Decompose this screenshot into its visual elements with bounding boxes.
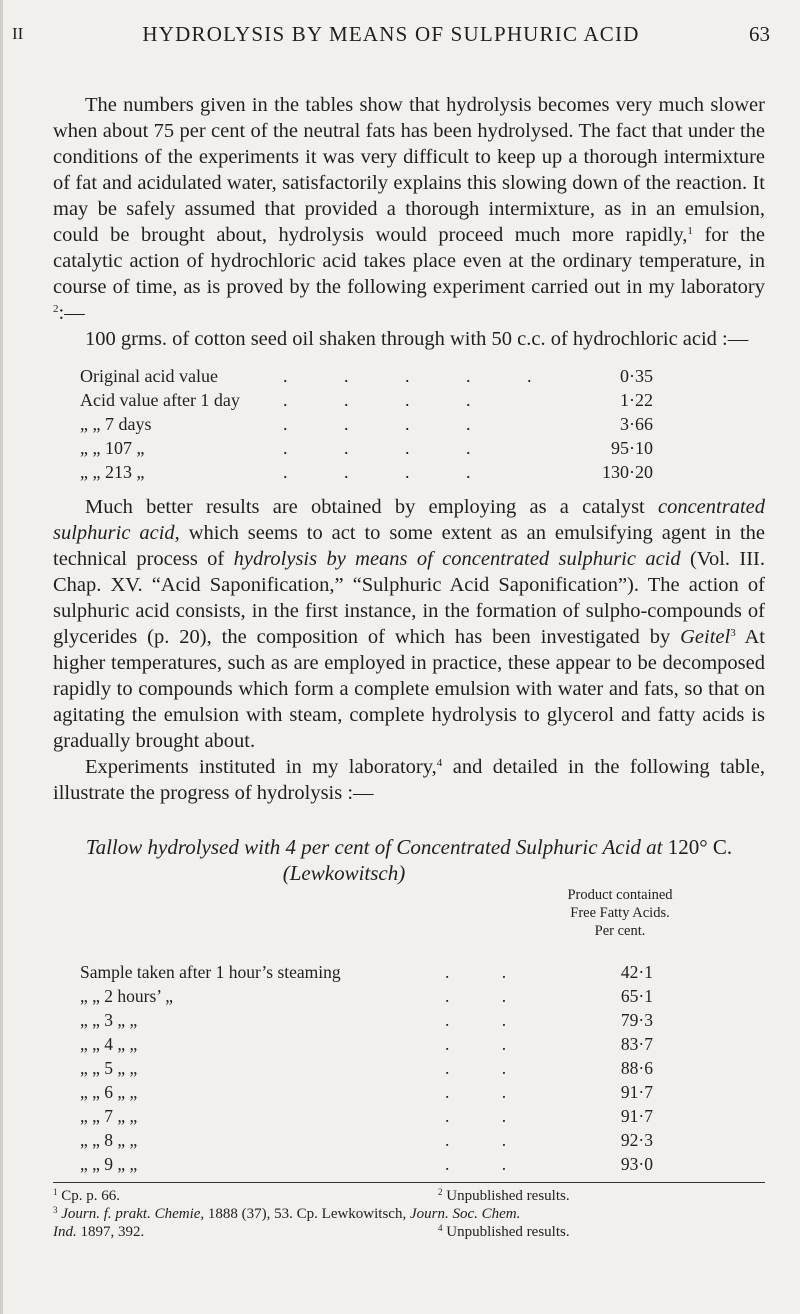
leader-dots: . .: [445, 1154, 531, 1174]
tallow-table-row: [53, 1008, 765, 1032]
acid-table-row: [53, 436, 765, 460]
para3-italic-term: concentrated sulphuric acid: [53, 496, 765, 544]
acid-row-value: 130·20: [602, 462, 653, 482]
tallow-row-value: 88·6: [620, 1058, 653, 1078]
footnote-3-journal: Journ. f. prakt. Chemie: [61, 1206, 201, 1222]
page-number: 63: [749, 22, 770, 46]
footnote-4: [438, 1223, 570, 1241]
footnote-3-journal-2: Journ. Soc. Chem.: [409, 1206, 521, 1222]
acid-row-label: „ „ 7 days: [80, 414, 152, 434]
tallow-row-value: 93·0: [620, 1154, 653, 1174]
acid-table-row: [53, 388, 765, 412]
column-header: [520, 886, 720, 940]
tallow-table-row: [53, 1056, 765, 1080]
tallow-row-value: 91·7: [620, 1082, 653, 1102]
tallow-row-value: 79·3: [620, 1010, 653, 1030]
para3-author-geitel: Geitel: [680, 626, 731, 648]
footnote-rule: [53, 1182, 765, 1183]
tallow-table-row: [53, 1128, 765, 1152]
footnote-1-mark: 1: [53, 1187, 58, 1197]
para3-italic-process: hydrolysis by means of concentrated sulphuric acid: [233, 548, 681, 570]
footnote-ref-3: 3: [730, 627, 736, 639]
footnote-4-mark: 4: [438, 1223, 443, 1233]
leader-dots: . . . .: [283, 462, 497, 482]
caption-title: Tallow hydrolysed with 4 per cent of Concentrated Sulphuric Acid at: [85, 835, 663, 859]
footnote-3-year: 1897, 392.: [76, 1224, 145, 1240]
tallow-row-value: 92·3: [620, 1130, 653, 1150]
tallow-row-label: „ „ 8 „ „: [80, 1130, 138, 1150]
leader-dots: . .: [445, 986, 531, 1006]
tallow-row-label: „ „ 4 „ „: [80, 1034, 138, 1054]
tallow-row-value: 42·1: [620, 962, 653, 982]
leader-dots: . . . . .: [283, 366, 558, 386]
acid-row-value: 3·66: [620, 414, 653, 434]
leader-dots: . . . .: [283, 390, 497, 410]
leader-dots: . .: [445, 1034, 531, 1054]
leader-dots: . . . .: [283, 438, 497, 458]
footnote-ref-1: 1: [687, 225, 693, 237]
acid-row-label: „ „ 107 „: [80, 438, 145, 458]
tallow-row-label: „ „ 2 hours’ „: [80, 986, 173, 1006]
footnote-2-text: Unpublished results.: [446, 1188, 570, 1204]
acid-row-label: „ „ 213 „: [80, 462, 145, 482]
tallow-table-header: [53, 886, 765, 970]
footnote-row-3: [53, 1223, 765, 1241]
tallow-row-label: „ „ 6 „ „: [80, 1082, 138, 1102]
paragraph-hydrolysis-slowing: [53, 92, 765, 326]
chapter-number: II: [12, 24, 24, 43]
acid-row-label: Original acid value: [80, 366, 218, 386]
acid-row-value: 95·10: [611, 438, 653, 458]
para4-text: Experiments instituted in my laboratory,: [85, 756, 437, 778]
col-header-line2: Free Fatty Acids.: [570, 905, 670, 921]
para1-text-end: :—: [58, 302, 85, 324]
para1-text: The numbers given in the tables show that hydrolysis becomes very much slower when about 75 per cent of the neutral fats has been hydrolysed. The fact that under the conditions of the experiments it was very difficult to keep up a thorough intermixture of fat and acidulated water, satisfactorily explains this slowing down of the reaction. It may be safely assumed that provided a thorough intermixture, as in an emulsion, could be brought about, hydrolysis would proceed much more rapidly,: [53, 94, 765, 246]
footnote-ref-4: 4: [436, 757, 443, 769]
tallow-row-value: 65·1: [620, 986, 653, 1006]
tallow-row-value: 91·7: [620, 1106, 653, 1126]
col-header-line3: Per cent.: [594, 923, 646, 939]
leader-dots: . .: [445, 1106, 531, 1126]
footnote-4-text: Unpublished results.: [446, 1224, 570, 1240]
tallow-table-row: [53, 1080, 765, 1104]
footnote-ref-2: 2: [53, 303, 59, 315]
para4-text-end: and detailed in the following table, illustrate the progress of hydrolysis :—: [53, 756, 766, 804]
table-caption: [53, 834, 765, 886]
col-header-line1: Product contained: [567, 887, 673, 903]
page-body: [53, 92, 765, 1241]
leader-dots: . .: [445, 1130, 531, 1150]
acid-table-row: [53, 460, 765, 484]
running-header: [12, 22, 770, 50]
acid-row-value: 1·22: [620, 390, 653, 410]
tallow-table-row: [53, 984, 765, 1008]
caption-author: (Lewkowitsch): [282, 861, 406, 885]
footnote-row-1: [53, 1187, 765, 1205]
para3-text-cont2: (Vol. III. Chap. XV. “Acid Saponification,” “Sulphuric Acid Saponification”). The action of sulphuric acid consists, in the first instance, in the formation of sulpho-compounds of glycerides (p. 20), the composition of which has been investigated by: [53, 548, 765, 648]
leader-dots: . .: [445, 1010, 531, 1030]
leader-dots: . .: [445, 1082, 531, 1102]
footnote-3-mark: 3: [53, 1205, 58, 1215]
footnote-3: [53, 1205, 520, 1223]
tallow-table-row: [53, 1152, 765, 1176]
paragraph-experiment-setup: 100 grms. of cotton seed oil shaken through with 50 c.c. of hydrochloric acid :—: [85, 328, 749, 350]
tallow-row-value: 83·7: [620, 1034, 653, 1054]
tallow-row-label: „ „ 3 „ „: [80, 1010, 138, 1030]
tallow-hydrolysis-table: [53, 960, 765, 1176]
tallow-table-row: [53, 1104, 765, 1128]
acid-row-label: Acid value after 1 day: [80, 390, 240, 410]
acid-row-value: 0·35: [620, 366, 653, 386]
tallow-row-label: Sample taken after 1 hour’s steaming: [80, 962, 341, 982]
footnote-3-journal-cont: Ind.: [53, 1224, 77, 1240]
paragraph-experiments-table-intro: [53, 754, 765, 806]
acid-table-row: [53, 412, 765, 436]
footnote-row-2: [53, 1205, 765, 1223]
para3-text-cont: , which seems to act to some extent as an emulsifying agent in the technical process of: [53, 522, 765, 570]
tallow-row-label: „ „ 9 „ „: [80, 1154, 138, 1174]
tallow-row-label: „ „ 7 „ „: [80, 1106, 138, 1126]
leader-dots: . .: [445, 962, 531, 982]
tallow-table-row: [53, 960, 765, 984]
footnote-2-mark: 2: [438, 1187, 443, 1197]
para3-text-end: At higher temperatures, such as are employed in practice, these appear to be decomposed rapidly to compounds which form a complete emulsion with water and fats, so that on agitating the emulsion with steam, complete hydrolysis to glycerol and fatty acids is gradually brought about.: [53, 626, 766, 752]
running-title: HYDROLYSIS BY MEANS OF SULPHURIC ACID: [142, 22, 640, 46]
footnote-1: [53, 1187, 120, 1205]
footnote-3-text: , 1888 (37), 53. Cp. Lewkowitsch,: [200, 1206, 410, 1222]
para1-text-cont: for the catalytic action of hydrochloric acid takes place even at the ordinary temperature, in course of time, as is proved by the following experiment carried out in my laboratory: [53, 224, 765, 298]
leader-dots: . . . .: [283, 414, 497, 434]
footnote-3-cont: [53, 1223, 144, 1241]
leader-dots: . .: [445, 1058, 531, 1078]
footnote-2: [438, 1187, 570, 1205]
tallow-table-row: [53, 1032, 765, 1056]
paragraph-sulphuric-catalyst: [53, 494, 765, 754]
tallow-row-label: „ „ 5 „ „: [80, 1058, 138, 1078]
para3-text: Much better results are obtained by employing as a catalyst: [85, 496, 658, 518]
caption-temperature: 120° C.: [662, 835, 733, 859]
footnote-1-text: Cp. p. 66.: [61, 1188, 121, 1204]
acid-value-table: [53, 364, 765, 484]
acid-table-row: [53, 364, 765, 388]
page-edge-shadow: [0, 0, 3, 1314]
